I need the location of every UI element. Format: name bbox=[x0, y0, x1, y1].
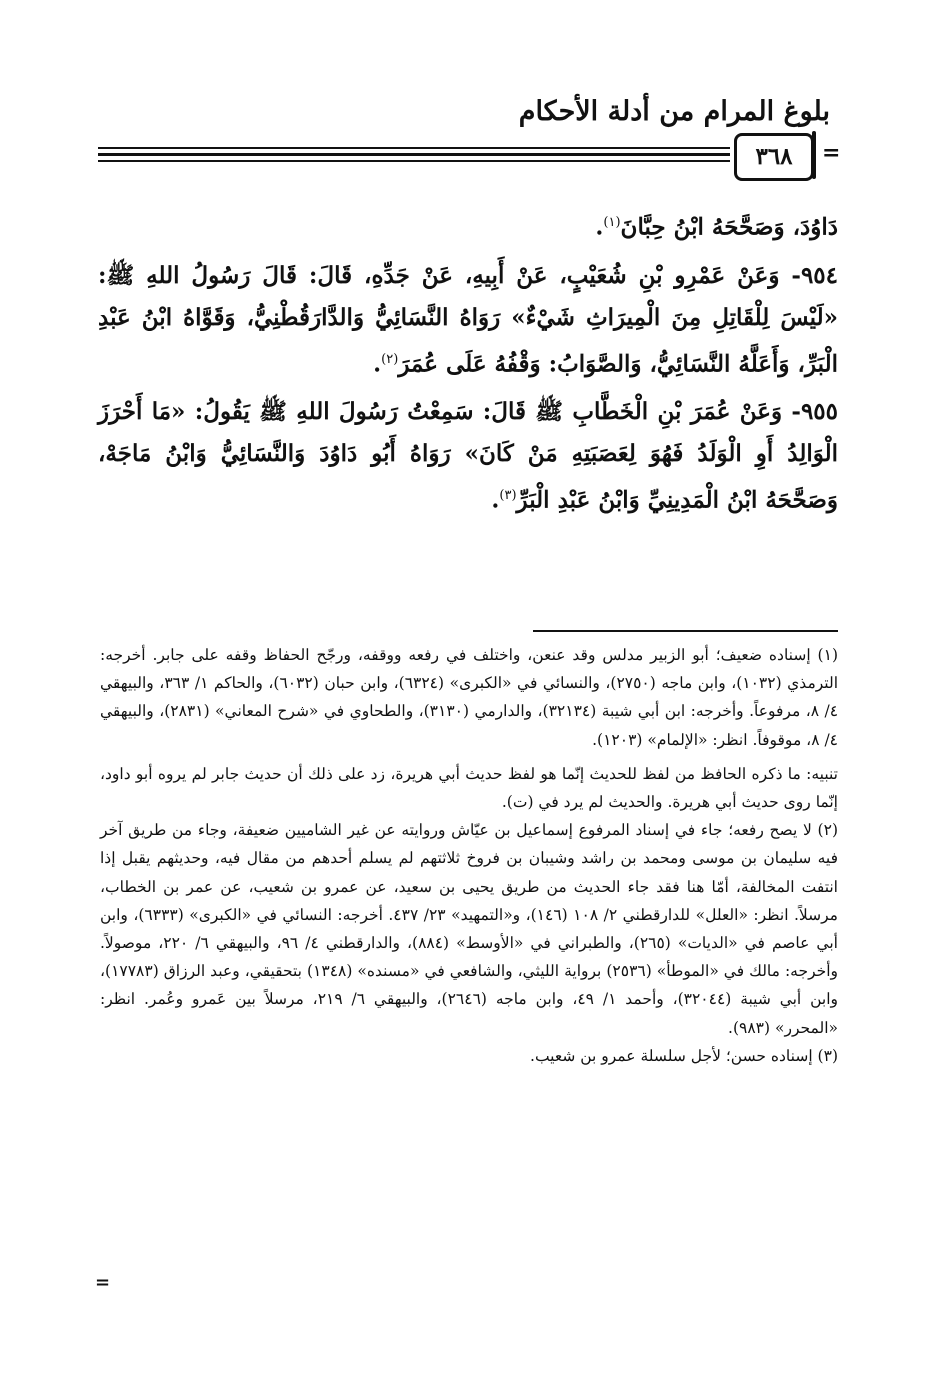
paragraph-text: دَاوُدَ، وَصَحَّحَهُ ابْنُ حِبَّانَ bbox=[620, 213, 838, 241]
header-rule bbox=[98, 160, 730, 162]
footnote-1: (١) إسناده ضعيف؛ أبو الزبير مدلس وقد عنعن، واختلف في رفعه ووقفه، ورجّح الحفاظ وقفه على جابر. أخرجه: الترمذي (١٠٣٢)، وابن ماجه (٢٧٥٠)، والنسائي في «الكبرى» (٦٣٢٤)، وابن حبان (٦٠٣٢)، والحاكم ١/ ٣٦٣، والبيهقي ٤/ ٨، مرفوعاً. وأخرجه: ابن أبي شيبة (٣٢١٣٤)، والدارمي (٣١٣٠)، والطحاوي في «شرح المعاني» (٢٨٣١)، والبيهقي ٤/ ٨، موقوفاً. انظر: «الإلمام» (١٢٠٣). bbox=[100, 646, 839, 749]
hadith-text: ٩٥٤- وَعَنْ عَمْرِو بْنِ شُعَيْبٍ، عَنْ أَبِيهِ، عَنْ جَدِّهِ، قَالَ: قَالَ رَسُولُ اللهِ ﷺ: «لَيْسَ لِلْقَاتِلِ مِنَ الْمِيرَاثِ شَيْءٌ» رَوَاهُ النَّسَائِيُّ وَالدَّارَقُطْنِيُّ، وَقَوَّاهُ ابْنُ عَبْدِ الْبَرِّ، وَأَعَلَّهُ النَّسَائِيُّ، وَالصَّوَابُ: وَقْفُهُ عَلَى عُمَرَ bbox=[98, 261, 838, 378]
paragraph-end: . bbox=[373, 350, 382, 378]
header-continuation-mark: = bbox=[822, 140, 841, 166]
paragraph-continuation bbox=[98, 202, 838, 249]
header-rule bbox=[98, 153, 730, 156]
main-text bbox=[98, 202, 838, 528]
footnote-3: (٣) إسناده حسن؛ لأجل سلسلة عمرو بن شعيب. bbox=[530, 1046, 838, 1065]
hadith-955 bbox=[98, 391, 838, 522]
page-number-box-edge bbox=[812, 131, 816, 179]
paragraph-end: . bbox=[595, 213, 604, 241]
hadith-954 bbox=[98, 255, 838, 386]
footnote-ref: (٢) bbox=[381, 351, 399, 367]
footnote-separator bbox=[533, 630, 838, 632]
footnote-1-note: تنبيه: ما ذكره الحافظ من لفظ للحديث إنّما هو لفظ حديث أبي هريرة، زد على ذلك أن حديث جابر لم يروه أبو داود، إنّما روى حديث أبي هريرة. والحديث لم يرد في (ت). bbox=[100, 764, 838, 812]
header-rule bbox=[98, 147, 730, 149]
footnote-2: (٢) لا يصح رفعه؛ جاء في إسناد المرفوع إسماعيل بن عيّاش وروايته عن غير الشاميين ضعيفة، وجاء من طريق آخر فيه سليمان بن موسى ومحمد بن راشد وشيبان بن فروخ ثلاثتهم لم يسلم أحدهم من مقال فيه، وحديثهم يقبل إذا انتفت المخالفة، أمّا هنا فقد جاء الحديث من طريق يحيى بن سعيد، عن عمرو بن شعيب، عن عمر بن الخطاب، مرسلاً. انظر: «العلل» للدارقطني ٢/ ١٠٨ (١٤٦)، و«التمهيد» ٢٣/ ٤٣٧. أخرجه: النسائي في «الكبرى» (٦٣٣٣)، وابن أبي عاصم في «الديات» (٢٦٥)، والطبراني في «الأوسط» (٨٨٤)، والدارقطني ٤/ ٩٦، والبيهقي ٦/ ٢٢٠، موصولاً. وأخرجه: مالك في «الموطأ» (٢٥٣٦) برواية الليثي، والشافعي في «مسنده» (١٣٤٨) بتحقيقي، وعبد الرزاق (١٧٧٨٣)، وابن أبي شيبة (٣٢٠٤٤)، وأحمد ١/ ٤٩، وابن ماجه (٢٦٤٦)، والبيهقي ٦/ ٢١٩، مرسلاً بين عَمرو وعُمر. انظر: «المحرر» (٩٨٣). bbox=[100, 821, 838, 1037]
footer-continuation-mark: = bbox=[95, 1272, 111, 1293]
page-number-box bbox=[734, 133, 814, 181]
paragraph-end: . bbox=[491, 486, 500, 514]
footnote-ref: (١) bbox=[603, 215, 621, 230]
footnotes bbox=[100, 641, 838, 1070]
running-header-title: بلوغ المرام من أدلة الأحكام bbox=[518, 96, 830, 127]
footnote-ref: (٣) bbox=[499, 488, 517, 504]
page-number: ٣٦٨ bbox=[755, 143, 793, 170]
hadith-text: ٩٥٥- وَعَنْ عُمَرَ بْنِ الْخَطَّابِ ﷺ قَالَ: سَمِعْتُ رَسُولَ اللهِ ﷺ يَقُولُ: «مَا أَحْرَزَ الْوَالِدُ أَوِ الْوَلَدُ فَهُوَ لِعَصَبَتِهِ مَنْ كَانَ» رَوَاهُ أَبُو دَاوُدَ وَالنَّسَائِيُّ وَابْنُ مَاجَهْ، وَصَحَّحَهُ ابْنُ الْمَدِينِيِّ وَابْنُ عَبْدِ الْبَرِّ bbox=[98, 398, 838, 514]
